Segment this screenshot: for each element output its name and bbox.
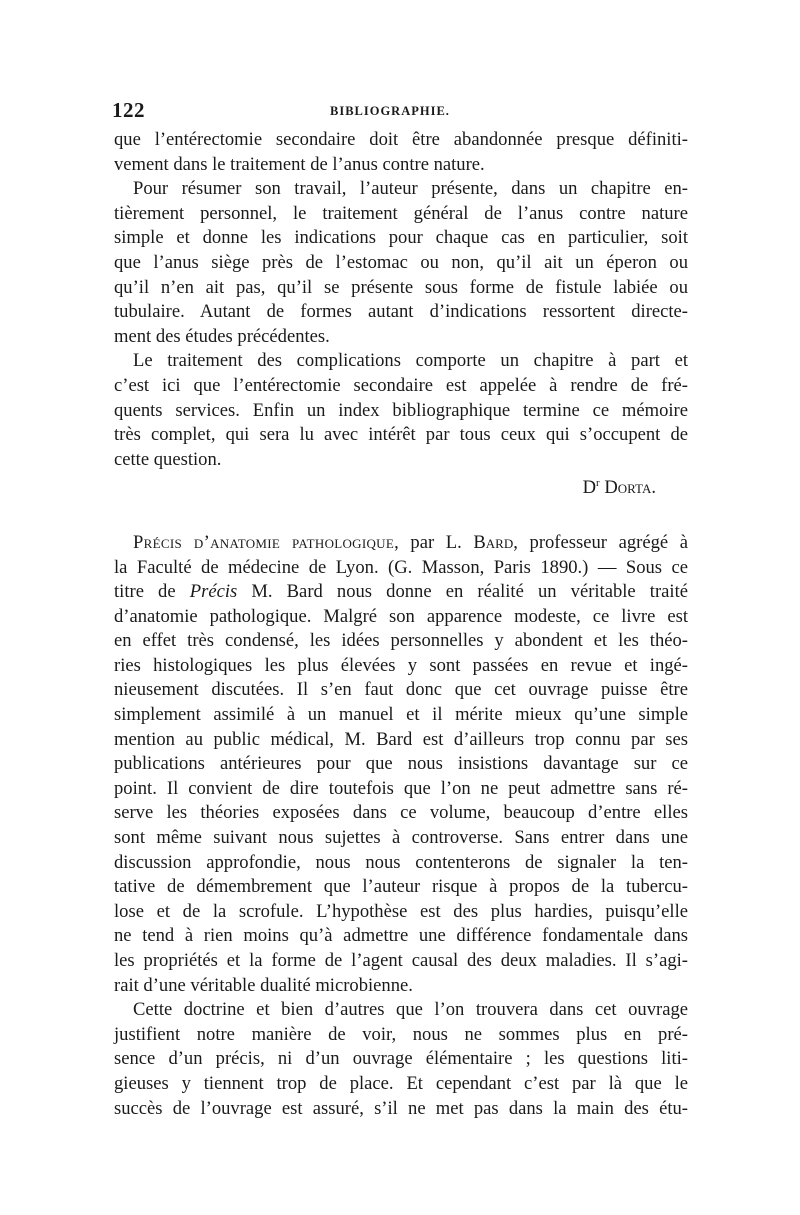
review2-paragraph-2 bbox=[114, 998, 688, 1121]
review1-paragraph-2 bbox=[114, 177, 688, 349]
text-line: serve les théories exposées dans ce volume, beaucoup d’entre elles bbox=[114, 802, 688, 824]
text-line: simple et donne les indications pour chaque cas en particulier, soit bbox=[114, 227, 688, 249]
text-line: lose et de la scrofule. L’hypothèse est des plus hardies, puisqu’elle bbox=[114, 900, 688, 922]
text-line: rait d’une véritable dualité microbienne. bbox=[114, 974, 413, 996]
text-line: justifient notre manière de voir, nous ne sommes plus en pré- bbox=[114, 1023, 688, 1045]
review1-signature bbox=[114, 476, 688, 501]
text-line: très complet, qui sera lu avec intérêt par tous ceux qui s’occupent de bbox=[114, 424, 688, 446]
review2-line1-tail: , professeur agrégé à bbox=[513, 531, 689, 553]
text-line: Cette doctrine et bien d’autres que l’on trouvera dans cet ouvrage bbox=[133, 999, 688, 1021]
text-line bbox=[114, 531, 688, 556]
text-line: cette question. bbox=[114, 448, 222, 470]
text-line: point. Il convient de dire toutefois que l’on ne peut admettre sans ré- bbox=[114, 777, 688, 799]
text-line bbox=[114, 580, 688, 605]
review1-paragraph-3 bbox=[114, 349, 688, 472]
review1-paragraph-1 bbox=[114, 128, 688, 177]
text-line: ne tend à rien moins qu’à admettre une différence fondamentale dans bbox=[114, 925, 688, 947]
signature-prefix: D bbox=[582, 477, 597, 499]
text-line: tièrement personnel, le traitement général de l’anus contre nature bbox=[114, 202, 688, 224]
text-line: en effet très condensé, les idées personnelles y abondent et les théo- bbox=[114, 630, 688, 652]
body-text bbox=[114, 128, 688, 1121]
text-line: sont même suivant nous sujettes à controverse. Sans entrer dans une bbox=[114, 827, 688, 849]
page-header bbox=[112, 98, 690, 128]
section-gap bbox=[114, 501, 688, 531]
text-line: nieusement discutées. Il s’en faut donc que cet ouvrage puisse être bbox=[114, 679, 688, 701]
running-head: BIBLIOGRAPHIE. bbox=[330, 104, 450, 118]
text-line: que l’anus siège près de l’estomac ou non, qu’il ait un éperon ou bbox=[114, 251, 688, 273]
text-line: tative de démembrement que l’auteur risque à propos de la tubercu- bbox=[114, 876, 688, 898]
text-line: les propriétés et la forme de l’agent causal des deux maladies. Il s’agi- bbox=[114, 950, 688, 971]
text-line: c’est ici que l’entérectomie secondaire est appelée à rendre de fré- bbox=[114, 374, 688, 396]
text-line: discussion approfondie, nous nous contenterons de signaler la ten- bbox=[114, 851, 688, 873]
text-line: que l’entérectomie secondaire doit être abandonnée presque définiti- bbox=[114, 129, 688, 150]
review2-paragraph-1 bbox=[114, 531, 688, 998]
text-line: tubulaire. Autant de formes autant d’indications ressortent directe- bbox=[114, 301, 688, 323]
text-line: Pour résumer son travail, l’auteur présente, dans un chapitre en- bbox=[133, 178, 688, 200]
text-line: sence d’un précis, ni d’un ouvrage élémentaire ; les questions liti- bbox=[114, 1048, 688, 1070]
signature-sup: r bbox=[596, 477, 600, 490]
text-line: simplement assimilé à un manuel et il mérite mieux qu’une simple bbox=[114, 704, 688, 726]
text-line: mention au public médical, M. Bard est d’ailleurs trop connu par ses bbox=[114, 728, 688, 750]
text-line: quents services. Enfin un index bibliographique termine ce mémoire bbox=[114, 399, 688, 421]
signature-name: Dorta. bbox=[604, 477, 656, 499]
text-line: la Faculté de médecine de Lyon. (G. Masson, Paris 1890.) — Sous ce bbox=[114, 556, 688, 578]
line3-post: M. Bard nous donne en réalité un véritable traité bbox=[237, 581, 688, 603]
text-line: ment des études précédentes. bbox=[114, 325, 330, 347]
text-line: qu’il n’en ait pas, qu’il se présente sous forme de fistule labiée ou bbox=[114, 276, 688, 298]
line3-italic: Précis bbox=[189, 581, 238, 603]
page-number: 122 bbox=[112, 98, 145, 122]
text-line: Le traitement des complications comporte un chapitre à part et bbox=[133, 350, 688, 372]
review2-author: Bard bbox=[473, 531, 514, 553]
text-line: gieuses y tiennent trop de place. Et cependant c’est par là que le bbox=[114, 1072, 688, 1094]
review2-title-rest: , par L. bbox=[394, 531, 474, 553]
review2-title: Précis d’anatomie pathologique bbox=[133, 531, 395, 553]
text-line: ries histologiques les plus élevées y sont passées en revue et ingé- bbox=[114, 654, 688, 676]
text-line: vement dans le traitement de l’anus contre nature. bbox=[114, 153, 485, 175]
text-line: publications antérieures pour que nous insistions davantage sur ce bbox=[114, 753, 688, 775]
line3-pre: titre de bbox=[114, 581, 190, 603]
text-line: d’anatomie pathologique. Malgré son apparence modeste, ce livre est bbox=[114, 605, 688, 627]
text-line: succès de l’ouvrage est assuré, s’il ne met pas dans la main des étu- bbox=[114, 1097, 688, 1119]
